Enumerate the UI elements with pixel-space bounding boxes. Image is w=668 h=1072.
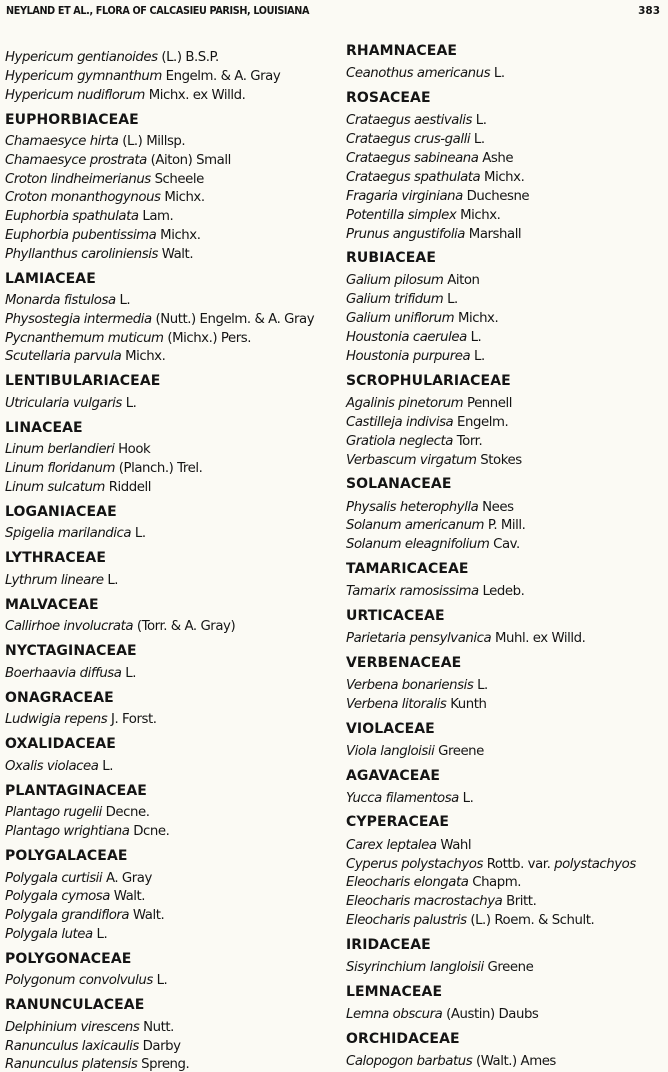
- species-entry: [346, 434, 482, 449]
- species-authority: Britt.: [506, 894, 537, 910]
- species-entry: [5, 1057, 189, 1072]
- species-entry: [346, 894, 536, 909]
- species-name: Monarda fistulosa: [5, 293, 116, 308]
- species-entry: [346, 132, 485, 147]
- species-authority: Chapm.: [472, 875, 522, 891]
- family-heading: POLYGALACEAE: [5, 848, 128, 864]
- species-authority: Darby: [142, 1038, 181, 1054]
- species-authority: (Torr. & A. Gray): [136, 619, 236, 635]
- species-name: Potentilla simplex: [346, 207, 457, 223]
- species-authority: Torr.: [456, 433, 483, 449]
- species-name: Chamaesyce hirta: [5, 134, 119, 149]
- species-authority: Kunth: [450, 696, 487, 712]
- species-name: Eleocharis macrostachya: [346, 894, 503, 910]
- species-entry: [5, 805, 150, 820]
- species-entry: [5, 573, 118, 588]
- species-name: Utricularia vulgaris: [5, 395, 122, 411]
- species-name: Scutellaria parvula: [5, 349, 122, 365]
- species-authority: L.: [493, 66, 505, 82]
- species-entry: [346, 66, 505, 81]
- species-authority: P. Mill.: [487, 518, 526, 534]
- species-authority: Stokes: [480, 452, 522, 468]
- species-name: Calopogon barbatus: [346, 1053, 473, 1069]
- species-authority: A. Gray: [105, 870, 152, 886]
- species-name: Yucca filamentosa: [346, 790, 459, 806]
- species-name: Euphorbia pubentissima: [5, 227, 157, 243]
- family-heading: VIOLACEAE: [346, 720, 435, 737]
- species-entry: [5, 759, 113, 774]
- species-name: Linum sulcatum: [5, 479, 105, 495]
- species-name: Croton lindheimerianus: [5, 171, 151, 187]
- species-entry: [346, 349, 485, 364]
- species-authority: (Austin) Daubs: [446, 1007, 539, 1022]
- species-name: Linum berlandieri: [5, 442, 115, 458]
- species-authority: L.: [125, 665, 136, 681]
- species-authority: Muhl. ex Willd.: [494, 631, 586, 647]
- species-name: Fragaria virginiana: [346, 188, 463, 204]
- species-authority: Decne.: [105, 805, 150, 821]
- family-heading: ONAGRACEAE: [5, 689, 114, 706]
- species-entry: [346, 1054, 556, 1069]
- species-authority: L.: [474, 349, 485, 364]
- species-entry: [346, 330, 481, 345]
- family-heading: RHAMNACEAE: [346, 43, 458, 59]
- family-heading: ROSACEAE: [346, 89, 431, 106]
- family-heading: LINACEAE: [5, 419, 83, 436]
- species-entry: [346, 500, 514, 515]
- species-entry: [346, 960, 533, 975]
- species-entry: [5, 461, 202, 476]
- species-name: Oxalis violacea: [5, 758, 99, 774]
- species-entry: [5, 712, 157, 727]
- species-entry: [346, 913, 594, 928]
- variety-name: polystachyos: [554, 856, 636, 872]
- species-name: Cyperus polystachyos: [346, 856, 483, 872]
- species-name: Prunus angustifolia: [346, 226, 466, 242]
- page-number: 383: [638, 5, 660, 17]
- family-heading: LENTIBULARIACEAE: [5, 373, 161, 390]
- family-heading: LEMNACEAE: [346, 983, 443, 1000]
- species-name: Solanum eleagnifolium: [346, 537, 490, 553]
- species-authority: Scheele: [154, 171, 204, 187]
- species-entry: [346, 415, 508, 430]
- species-name: Eleocharis palustris: [346, 913, 467, 929]
- species-entry: [5, 871, 152, 886]
- species-entry: [346, 1007, 538, 1022]
- species-entry: [346, 678, 488, 693]
- family-heading: PLANTAGINACEAE: [5, 782, 147, 799]
- running-head: NEYLAND ET AL., FLORA OF CALCASIEU PARISH, LOUISIANA: [6, 5, 310, 17]
- family-heading: LAMIACEAE: [5, 270, 96, 287]
- species-entry: [5, 1039, 181, 1054]
- species-name: Verbascum virgatum: [346, 452, 477, 468]
- species-name: Plantago rugelii: [5, 805, 102, 821]
- species-authority: Walt.: [113, 889, 146, 905]
- species-name: Crataegus aestivalis: [346, 113, 472, 129]
- species-name: Euphorbia spathulata: [5, 209, 139, 224]
- species-entry: [5, 824, 169, 839]
- species-entry: [346, 151, 513, 166]
- family-heading: LYTHRACEAE: [5, 550, 106, 567]
- species-name: Galium uniflorum: [346, 311, 455, 327]
- species-entry: [5, 396, 136, 411]
- species-name: Eleocharis elongata: [346, 875, 469, 891]
- species-authority: L.: [119, 293, 131, 308]
- species-name: Pycnanthemum muticum: [5, 330, 164, 346]
- species-entry: [346, 170, 524, 185]
- species-authority: Aiton: [447, 273, 480, 289]
- species-authority: (Nutt.) Engelm. & A. Gray: [155, 311, 315, 327]
- species-entry: [5, 88, 245, 103]
- species-name: Sisyrinchium langloisii: [346, 960, 484, 976]
- species-entry: [5, 480, 151, 495]
- species-name: Polygala curtisii: [5, 870, 103, 886]
- species-entry: [346, 396, 512, 411]
- species-entry: [5, 293, 130, 308]
- species-authority: Spreng.: [141, 1057, 190, 1072]
- species-name: Crataegus sabineana: [346, 150, 479, 166]
- species-name: Verbena bonariensis: [346, 678, 474, 693]
- species-authority: J. Forst.: [111, 712, 157, 728]
- species-name: Delphinium virescens: [5, 1019, 140, 1035]
- species-authority: L.: [125, 395, 137, 411]
- species-name: Polygala grandiflora: [5, 908, 130, 923]
- species-authority: Michx.: [460, 207, 501, 223]
- species-name: Plantago wrightiana: [5, 824, 130, 839]
- species-authority: Michx.: [484, 169, 525, 185]
- family-heading: OXALIDACEAE: [5, 736, 116, 753]
- species-authority: Walt.: [132, 908, 165, 923]
- species-entry: [346, 208, 500, 223]
- species-authority: L.: [475, 113, 487, 129]
- species-name: Chamaesyce prostrata: [5, 152, 147, 168]
- species-entry: [5, 889, 145, 904]
- species-entry: [346, 273, 480, 288]
- species-name: Ranunculus laxicaulis: [5, 1038, 139, 1054]
- species-authority: (Walt.) Ames: [475, 1053, 556, 1069]
- family-heading: RUBIACEAE: [346, 250, 436, 267]
- species-name: Ludwigia repens: [5, 712, 108, 728]
- species-entry: [5, 228, 200, 243]
- species-authority: Lam.: [142, 209, 174, 224]
- species-entry: [5, 908, 164, 923]
- species-authority: Rottb. var.: [486, 856, 555, 872]
- species-authority: (Aiton) Small: [150, 152, 231, 168]
- species-name: Solanum americanum: [346, 518, 485, 534]
- species-entry: [346, 518, 525, 533]
- family-heading: SCROPHULARIACEAE: [346, 372, 511, 389]
- species-entry: [5, 1020, 174, 1035]
- species-name: Carex leptalea: [346, 837, 437, 853]
- species-entry: [5, 331, 251, 346]
- species-authority: L.: [447, 292, 458, 308]
- species-entry: [5, 973, 167, 988]
- family-heading: TAMARICACEAE: [346, 561, 469, 577]
- species-entry: [5, 927, 107, 942]
- species-name: Physostegia intermedia: [5, 311, 152, 327]
- species-entry: [346, 311, 498, 326]
- species-authority: Riddell: [108, 479, 151, 495]
- species-authority: (L.) Roem. & Schult.: [470, 913, 595, 929]
- species-name: Verbena litoralis: [346, 696, 447, 712]
- species-name: Callirhoe involucrata: [5, 619, 134, 635]
- species-entry: [346, 744, 484, 759]
- species-authority: Ashe: [482, 150, 514, 166]
- species-authority: Michx.: [164, 190, 205, 206]
- species-entry: [346, 838, 471, 853]
- species-authority: Michx. ex Willd.: [148, 87, 246, 103]
- species-authority: L.: [473, 132, 485, 147]
- species-name: Agalinis pinetorum: [346, 395, 464, 411]
- species-authority: Duchesne: [466, 188, 530, 204]
- species-name: Crataegus crus-galli: [346, 132, 471, 147]
- species-authority: Marshall: [468, 226, 522, 242]
- species-entry: [5, 526, 146, 541]
- species-entry: [5, 153, 231, 168]
- species-entry: [346, 697, 487, 712]
- family-heading: MALVACEAE: [5, 596, 99, 613]
- species-authority: L.: [96, 926, 108, 942]
- family-heading: NYCTAGINACEAE: [5, 643, 137, 660]
- species-name: Gratiola neglecta: [346, 433, 453, 449]
- species-authority: (Michx.) Pers.: [167, 330, 251, 346]
- species-name: Polygala cymosa: [5, 889, 110, 905]
- family-heading: POLYGONACEAE: [5, 950, 132, 967]
- species-name: Castilleja indivisa: [346, 414, 454, 430]
- species-entry: [5, 209, 173, 224]
- species-authority: Michx.: [457, 311, 499, 327]
- species-authority: L.: [477, 678, 488, 693]
- species-entry: [5, 349, 165, 364]
- species-authority: (L.) Millsp.: [122, 134, 186, 149]
- species-name: Lythrum lineare: [5, 572, 104, 588]
- family-heading: ORCHIDACEAE: [346, 1030, 460, 1047]
- family-heading: URTICACEAE: [346, 607, 445, 624]
- page-header: [6, 2, 662, 22]
- family-heading: RANUNCULACEAE: [5, 997, 145, 1014]
- species-name: Linum floridanum: [5, 461, 116, 476]
- species-authority: Nees: [482, 499, 514, 515]
- species-entry: [346, 584, 524, 599]
- species-name: Hypericum nudiflorum: [5, 87, 145, 103]
- species-authority: Hook: [118, 442, 151, 458]
- species-authority: (L.) B.S.P.: [161, 50, 219, 65]
- species-authority: L.: [102, 758, 113, 774]
- species-name: Lemna obscura: [346, 1007, 443, 1022]
- species-authority: L.: [462, 790, 474, 806]
- species-authority: Nutt.: [143, 1019, 174, 1035]
- species-entry: [5, 312, 314, 327]
- family-heading: AGAVACEAE: [346, 767, 441, 784]
- species-name: Boerhaavia diffusa: [5, 665, 122, 681]
- species-authority: Michx.: [160, 227, 201, 243]
- species-name: Croton monanthogynous: [5, 190, 161, 206]
- species-name: Houstonia purpurea: [346, 349, 471, 364]
- species-authority: Walt.: [161, 246, 194, 262]
- species-name: Tamarix ramosissima: [346, 584, 479, 600]
- species-authority: Michx.: [125, 349, 166, 365]
- species-name: Phyllanthus caroliniensis: [5, 246, 158, 262]
- species-authority: L.: [134, 526, 146, 542]
- species-entry: [346, 453, 522, 468]
- species-name: Hypericum gymnanthum: [5, 68, 162, 84]
- species-authority: Wahl: [440, 837, 472, 853]
- species-authority: Pennell: [466, 395, 512, 411]
- species-authority: Ledeb.: [482, 584, 525, 600]
- species-entry: [5, 442, 150, 457]
- species-name: Galium trifidum: [346, 292, 444, 308]
- species-name: Spigelia marilandica: [5, 526, 132, 542]
- species-entry: [5, 190, 205, 205]
- species-entry: [5, 619, 235, 634]
- species-authority: L.: [470, 330, 482, 346]
- species-authority: Greene: [438, 743, 484, 759]
- species-name: Ranunculus platensis: [5, 1057, 138, 1072]
- species-name: Polygala lutea: [5, 926, 93, 942]
- family-heading: CYPERACEAE: [346, 814, 450, 831]
- species-entry: [5, 666, 136, 681]
- species-name: Viola langloisii: [346, 743, 435, 759]
- species-entry: [5, 172, 204, 187]
- species-entry: [346, 537, 520, 552]
- species-authority: (Planch.) Trel.: [118, 461, 203, 476]
- species-name: Hypericum gentianoides: [5, 50, 158, 65]
- species-entry: [5, 50, 219, 65]
- family-heading: EUPHORBIACEAE: [5, 111, 139, 128]
- species-entry: [346, 857, 636, 872]
- species-authority: Engelm. & A. Gray: [165, 68, 281, 84]
- species-authority: Engelm.: [457, 414, 509, 430]
- species-entry: [346, 292, 458, 307]
- species-entry: [346, 227, 521, 242]
- family-heading: SOLANACEAE: [346, 476, 452, 493]
- species-entry: [346, 189, 529, 204]
- species-authority: Cav.: [493, 537, 520, 553]
- species-authority: L.: [107, 572, 119, 588]
- family-heading: LOGANIACEAE: [5, 503, 117, 520]
- family-heading: VERBENACEAE: [346, 654, 462, 671]
- species-name: Physalis heterophylla: [346, 499, 479, 515]
- species-name: Polygonum convolvulus: [5, 973, 153, 989]
- species-name: Houstonia caerulea: [346, 330, 467, 346]
- species-entry: [346, 791, 473, 806]
- species-name: Crataegus spathulata: [346, 169, 481, 185]
- species-entry: [346, 631, 585, 646]
- species-entry: [5, 69, 280, 84]
- family-heading: IRIDACEAE: [346, 936, 431, 953]
- species-name: Ceanothus americanus: [346, 66, 491, 82]
- species-entry: [5, 247, 193, 262]
- species-authority: Dcne.: [133, 824, 170, 839]
- species-entry: [5, 134, 185, 149]
- species-authority: Greene: [487, 960, 534, 976]
- species-name: Galium pilosum: [346, 273, 444, 289]
- species-entry: [346, 875, 521, 890]
- species-name: Parietaria pensylvanica: [346, 631, 492, 647]
- species-entry: [346, 113, 487, 128]
- species-authority: L.: [156, 973, 168, 989]
